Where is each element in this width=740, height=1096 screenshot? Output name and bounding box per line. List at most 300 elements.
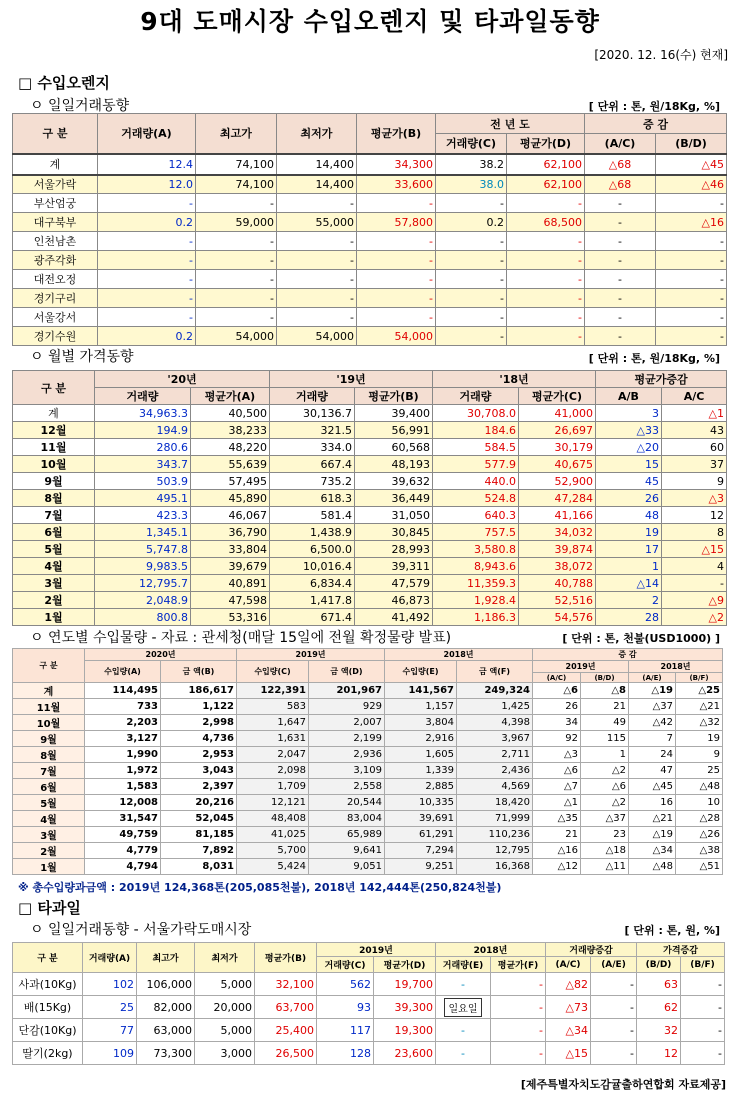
month-label: 11월 bbox=[13, 439, 95, 456]
avg-2020: 40,500 bbox=[191, 405, 270, 422]
col-header: 전 년 도 bbox=[436, 114, 585, 134]
import-vol-2020: 733 bbox=[85, 699, 161, 715]
market-name: 대전오정 bbox=[13, 270, 98, 289]
volume-value: 12.0 bbox=[98, 175, 196, 194]
change-bd: 32 bbox=[637, 1019, 681, 1042]
avg-2018: - bbox=[491, 1042, 546, 1065]
table-row bbox=[13, 996, 725, 1019]
avg-2019: 19,300 bbox=[374, 1019, 436, 1042]
prev-volume: - bbox=[436, 327, 507, 346]
col-header: 거래량(A) bbox=[98, 114, 196, 154]
month-label: 계 bbox=[13, 405, 95, 422]
prev-avg-price: - bbox=[507, 308, 585, 327]
vol-2018: - bbox=[436, 973, 491, 996]
max-price: - bbox=[196, 270, 277, 289]
avg-2019: 47,579 bbox=[355, 575, 433, 592]
change-ac: △82 bbox=[546, 973, 591, 996]
yearly-import-unit: [ 단위 : 톤, 천불(USD1000) ] bbox=[562, 632, 720, 645]
col-header: 거래량(C) bbox=[436, 134, 507, 154]
change-ac: 8 bbox=[662, 524, 727, 541]
change-ab: △33 bbox=[596, 422, 662, 439]
avg-2020: 36,790 bbox=[191, 524, 270, 541]
col-header: 평균가(A) bbox=[191, 388, 270, 405]
col-header: 최고가 bbox=[137, 943, 195, 973]
table-row bbox=[13, 327, 727, 346]
import-vol-2019: 1,631 bbox=[237, 731, 309, 747]
market-name: 인천남촌 bbox=[13, 232, 98, 251]
change-bd: △2 bbox=[581, 763, 629, 779]
change-bd: - bbox=[656, 232, 727, 251]
volume-value: - bbox=[98, 194, 196, 213]
month-label: 4월 bbox=[13, 558, 95, 575]
avg-2020: 46,067 bbox=[191, 507, 270, 524]
change-ac: △3 bbox=[533, 747, 581, 763]
avg-2019: 46,873 bbox=[355, 592, 433, 609]
amount-2020: 52,045 bbox=[161, 811, 237, 827]
change-ab: 17 bbox=[596, 541, 662, 558]
avg-price: - bbox=[357, 289, 436, 308]
avg-2018: 39,874 bbox=[519, 541, 596, 558]
col-header: 금 액(F) bbox=[457, 661, 533, 683]
vol-2019: 117 bbox=[317, 1019, 374, 1042]
avg-2018: - bbox=[491, 973, 546, 996]
vol-2019: 6,500.0 bbox=[270, 541, 355, 558]
import-vol-2019: 1,647 bbox=[237, 715, 309, 731]
change-bf: △48 bbox=[676, 779, 723, 795]
table-row bbox=[13, 289, 727, 308]
col-header: 가격증감 bbox=[637, 943, 725, 957]
avg-2019: 48,193 bbox=[355, 456, 433, 473]
month-label: 9월 bbox=[13, 473, 95, 490]
avg-2019: 31,050 bbox=[355, 507, 433, 524]
min-price: 55,000 bbox=[277, 213, 357, 232]
change-ac: △15 bbox=[662, 541, 727, 558]
vol-2020: 194.9 bbox=[95, 422, 191, 439]
min-price: - bbox=[277, 194, 357, 213]
change-ae: △19 bbox=[629, 827, 676, 843]
amount-2019: 2,007 bbox=[309, 715, 385, 731]
table-row bbox=[13, 699, 723, 715]
vol-2018: - bbox=[436, 1042, 491, 1065]
amount-2019: 201,967 bbox=[309, 683, 385, 699]
amount-2018: 249,324 bbox=[457, 683, 533, 699]
import-vol-2020: 2,203 bbox=[85, 715, 161, 731]
avg-2018: 54,576 bbox=[519, 609, 596, 626]
amount-2018: 4,398 bbox=[457, 715, 533, 731]
monthly-price-table bbox=[12, 370, 727, 626]
avg-2020: 47,598 bbox=[191, 592, 270, 609]
table-row bbox=[13, 592, 727, 609]
change-ac: 60 bbox=[662, 439, 727, 456]
table-row bbox=[13, 811, 723, 827]
min-price: 5,000 bbox=[195, 1019, 255, 1042]
avg-2018: 52,516 bbox=[519, 592, 596, 609]
vol-2019: 93 bbox=[317, 996, 374, 1019]
change-bd: 23 bbox=[581, 827, 629, 843]
change-bf: 19 bbox=[676, 731, 723, 747]
import-vol-2019: 5,700 bbox=[237, 843, 309, 859]
import-vol-2019: 12,121 bbox=[237, 795, 309, 811]
change-ac: - bbox=[585, 308, 656, 327]
table-row bbox=[13, 715, 723, 731]
month-label: 11월 bbox=[13, 699, 85, 715]
col-header: (B/D) bbox=[581, 673, 629, 683]
prev-volume: - bbox=[436, 194, 507, 213]
vol-2019: 1,417.8 bbox=[270, 592, 355, 609]
volume-value: - bbox=[98, 232, 196, 251]
prev-avg-price: - bbox=[507, 327, 585, 346]
vol-2020: 2,048.9 bbox=[95, 592, 191, 609]
avg-price: - bbox=[357, 232, 436, 251]
volume-value: 12.4 bbox=[98, 154, 196, 175]
vol-2018: 3,580.8 bbox=[433, 541, 519, 558]
import-vol-2019: 5,424 bbox=[237, 859, 309, 875]
change-bd: 1 bbox=[581, 747, 629, 763]
min-price: - bbox=[277, 308, 357, 327]
change-bd: 63 bbox=[637, 973, 681, 996]
volume-value: 109 bbox=[83, 1042, 137, 1065]
amount-2020: 20,216 bbox=[161, 795, 237, 811]
amount-2018: 4,569 bbox=[457, 779, 533, 795]
volume-value: 102 bbox=[83, 973, 137, 996]
max-price: 59,000 bbox=[196, 213, 277, 232]
table-row bbox=[13, 507, 727, 524]
table-row bbox=[13, 439, 727, 456]
amount-2018: 16,368 bbox=[457, 859, 533, 875]
change-bf: - bbox=[681, 1019, 725, 1042]
avg-2019: 30,845 bbox=[355, 524, 433, 541]
change-ae: △48 bbox=[629, 859, 676, 875]
change-bd: △8 bbox=[581, 683, 629, 699]
import-vol-2018: 1,157 bbox=[385, 699, 457, 715]
min-price: - bbox=[277, 289, 357, 308]
col-header: (B/D) bbox=[637, 957, 681, 973]
volume-value: - bbox=[98, 308, 196, 327]
col-header: 2020년 bbox=[85, 649, 237, 661]
volume-value: 0.2 bbox=[98, 327, 196, 346]
vol-2018: 11,359.3 bbox=[433, 575, 519, 592]
amount-2019: 9,051 bbox=[309, 859, 385, 875]
import-vol-2019: 1,709 bbox=[237, 779, 309, 795]
vol-2019: 321.5 bbox=[270, 422, 355, 439]
amount-2020: 1,122 bbox=[161, 699, 237, 715]
avg-2019: 60,568 bbox=[355, 439, 433, 456]
volume-value: - bbox=[98, 270, 196, 289]
change-ac: △6 bbox=[533, 683, 581, 699]
col-header: 구 분 bbox=[13, 649, 85, 683]
col-header: '18년 bbox=[433, 371, 596, 388]
col-header: 평균가(D) bbox=[374, 957, 436, 973]
avg-2018: - bbox=[491, 1019, 546, 1042]
change-ac: - bbox=[585, 213, 656, 232]
avg-2019: 19,700 bbox=[374, 973, 436, 996]
col-header: 평균가(B) bbox=[357, 114, 436, 154]
month-label: 4월 bbox=[13, 811, 85, 827]
vol-2019: 581.4 bbox=[270, 507, 355, 524]
month-label: 계 bbox=[13, 683, 85, 699]
col-header: 2018년 bbox=[436, 943, 546, 957]
table-row bbox=[13, 308, 727, 327]
vol-2019: 6,834.4 bbox=[270, 575, 355, 592]
min-price: 5,000 bbox=[195, 973, 255, 996]
volume-value: - bbox=[98, 251, 196, 270]
col-header: 금 액(B) bbox=[161, 661, 237, 683]
month-label: 5월 bbox=[13, 541, 95, 558]
col-header: 수입량(A) bbox=[85, 661, 161, 683]
change-ae: △37 bbox=[629, 699, 676, 715]
table-row bbox=[13, 859, 723, 875]
change-ac: 37 bbox=[662, 456, 727, 473]
avg-price: 63,700 bbox=[255, 996, 317, 1019]
change-bd: - bbox=[656, 308, 727, 327]
col-header: 거래량 bbox=[270, 388, 355, 405]
amount-2018: 3,967 bbox=[457, 731, 533, 747]
avg-2020: 38,233 bbox=[191, 422, 270, 439]
change-ac: △2 bbox=[662, 609, 727, 626]
change-bd: △18 bbox=[581, 843, 629, 859]
min-price: 14,400 bbox=[277, 175, 357, 194]
yearly-import-table bbox=[12, 648, 723, 875]
max-price: - bbox=[196, 251, 277, 270]
col-header: 평균가(D) bbox=[507, 134, 585, 154]
prev-avg-price: - bbox=[507, 251, 585, 270]
col-header: 평균가(F) bbox=[491, 957, 546, 973]
fruit-name: 딸기(2kg) bbox=[13, 1042, 83, 1065]
max-price: 74,100 bbox=[196, 175, 277, 194]
amount-2020: 2,397 bbox=[161, 779, 237, 795]
amount-2020: 7,892 bbox=[161, 843, 237, 859]
vol-2019: 618.3 bbox=[270, 490, 355, 507]
monthly-price-subtitle: ㅇ 월별 가격동향 bbox=[30, 349, 134, 365]
prev-volume: - bbox=[436, 289, 507, 308]
prev-avg-price: - bbox=[507, 270, 585, 289]
table-row bbox=[13, 827, 723, 843]
avg-2020: 53,316 bbox=[191, 609, 270, 626]
col-header: 2018년 bbox=[629, 661, 723, 673]
table-row bbox=[13, 524, 727, 541]
min-price: 3,000 bbox=[195, 1042, 255, 1065]
avg-2018: 26,697 bbox=[519, 422, 596, 439]
prev-avg-price: - bbox=[507, 232, 585, 251]
table-row bbox=[13, 779, 723, 795]
table-row bbox=[13, 175, 727, 194]
max-price: 82,000 bbox=[137, 996, 195, 1019]
import-vol-2019: 122,391 bbox=[237, 683, 309, 699]
import-vol-2020: 12,008 bbox=[85, 795, 161, 811]
vol-2018: 1,186.3 bbox=[433, 609, 519, 626]
col-header: 수입량(E) bbox=[385, 661, 457, 683]
vol-2018: 584.5 bbox=[433, 439, 519, 456]
month-label: 3월 bbox=[13, 575, 95, 592]
avg-2019: 39,632 bbox=[355, 473, 433, 490]
change-bd: △46 bbox=[656, 175, 727, 194]
import-vol-2019: 41,025 bbox=[237, 827, 309, 843]
amount-2019: 929 bbox=[309, 699, 385, 715]
col-header: 최고가 bbox=[196, 114, 277, 154]
avg-2020: 39,679 bbox=[191, 558, 270, 575]
col-header: (A/E) bbox=[629, 673, 676, 683]
market-name: 대구북부 bbox=[13, 213, 98, 232]
avg-price: 32,100 bbox=[255, 973, 317, 996]
min-price: - bbox=[277, 251, 357, 270]
vol-2018: 30,708.0 bbox=[433, 405, 519, 422]
col-header: 구 분 bbox=[13, 114, 98, 154]
col-header: (B/D) bbox=[656, 134, 727, 154]
min-price: 54,000 bbox=[277, 327, 357, 346]
avg-2019: 36,449 bbox=[355, 490, 433, 507]
avg-2019: 39,311 bbox=[355, 558, 433, 575]
yearly-import-subtitle: ㅇ 연도별 수입물량 - 자료 : 관세청(매달 15일에 전월 확정물량 발표) bbox=[30, 630, 452, 646]
change-ac: △3 bbox=[662, 490, 727, 507]
col-header: 거래량(E) bbox=[436, 957, 491, 973]
col-header: (B/F) bbox=[676, 673, 723, 683]
import-vol-2018: 2,885 bbox=[385, 779, 457, 795]
holiday-cell bbox=[436, 996, 491, 1019]
table-row bbox=[13, 973, 725, 996]
amount-2018: 2,711 bbox=[457, 747, 533, 763]
import-vol-2020: 3,127 bbox=[85, 731, 161, 747]
change-ac: △1 bbox=[533, 795, 581, 811]
change-ac: △1 bbox=[662, 405, 727, 422]
import-vol-2019: 583 bbox=[237, 699, 309, 715]
fruit-name: 사과(10Kg) bbox=[13, 973, 83, 996]
vol-2019: 10,016.4 bbox=[270, 558, 355, 575]
vol-2018: 757.5 bbox=[433, 524, 519, 541]
change-ac: - bbox=[585, 270, 656, 289]
amount-2019: 2,558 bbox=[309, 779, 385, 795]
month-label: 9월 bbox=[13, 731, 85, 747]
prev-volume: 0.2 bbox=[436, 213, 507, 232]
market-name: 광주각화 bbox=[13, 251, 98, 270]
change-bd: 21 bbox=[581, 699, 629, 715]
change-bd: - bbox=[656, 270, 727, 289]
table-row bbox=[13, 1019, 725, 1042]
table-row bbox=[13, 747, 723, 763]
change-bd: △37 bbox=[581, 811, 629, 827]
vol-2018: 640.3 bbox=[433, 507, 519, 524]
vol-2018: 8,943.6 bbox=[433, 558, 519, 575]
amount-2018: 110,236 bbox=[457, 827, 533, 843]
change-bf: 10 bbox=[676, 795, 723, 811]
change-ab: 15 bbox=[596, 456, 662, 473]
change-ac: - bbox=[585, 327, 656, 346]
prev-avg-price: - bbox=[507, 194, 585, 213]
amount-2020: 2,953 bbox=[161, 747, 237, 763]
table-row bbox=[13, 1042, 725, 1065]
month-label: 10월 bbox=[13, 715, 85, 731]
avg-2019: 41,492 bbox=[355, 609, 433, 626]
vol-2020: 800.8 bbox=[95, 609, 191, 626]
table-row bbox=[13, 731, 723, 747]
amount-2019: 83,004 bbox=[309, 811, 385, 827]
change-ac: 21 bbox=[533, 827, 581, 843]
table-row bbox=[13, 270, 727, 289]
change-ac: △9 bbox=[662, 592, 727, 609]
volume-value: 25 bbox=[83, 996, 137, 1019]
col-header: 구 분 bbox=[13, 943, 83, 973]
import-vol-2020: 31,547 bbox=[85, 811, 161, 827]
vol-2018: - bbox=[436, 1019, 491, 1042]
vol-2020: 1,345.1 bbox=[95, 524, 191, 541]
import-vol-2018: 61,291 bbox=[385, 827, 457, 843]
col-header: 구 분 bbox=[13, 371, 95, 405]
change-ac: 9 bbox=[662, 473, 727, 490]
avg-price: - bbox=[357, 270, 436, 289]
change-bf: △21 bbox=[676, 699, 723, 715]
change-ac: △6 bbox=[533, 763, 581, 779]
vol-2020: 12,795.7 bbox=[95, 575, 191, 592]
change-ac: 43 bbox=[662, 422, 727, 439]
change-bf: △28 bbox=[676, 811, 723, 827]
change-bd: - bbox=[656, 251, 727, 270]
change-ab: △20 bbox=[596, 439, 662, 456]
table-row bbox=[13, 575, 727, 592]
import-vol-2019: 48,408 bbox=[237, 811, 309, 827]
import-vol-2020: 1,990 bbox=[85, 747, 161, 763]
change-ae: - bbox=[591, 973, 637, 996]
change-bf: △26 bbox=[676, 827, 723, 843]
max-price: 54,000 bbox=[196, 327, 277, 346]
market-name: 계 bbox=[13, 154, 98, 175]
vol-2019: 30,136.7 bbox=[270, 405, 355, 422]
prev-volume: 38.2 bbox=[436, 154, 507, 175]
month-label: 2월 bbox=[13, 592, 95, 609]
import-vol-2019: 2,047 bbox=[237, 747, 309, 763]
max-price: - bbox=[196, 232, 277, 251]
change-ae: 16 bbox=[629, 795, 676, 811]
max-price: - bbox=[196, 308, 277, 327]
change-ac: - bbox=[585, 232, 656, 251]
month-label: 7월 bbox=[13, 763, 85, 779]
other-fruit-subtitle: ㅇ 일일거래동향 - 서울가락도매시장 bbox=[30, 922, 252, 938]
change-ab: 2 bbox=[596, 592, 662, 609]
prev-volume: - bbox=[436, 308, 507, 327]
change-ac: - bbox=[585, 251, 656, 270]
vol-2019: 671.4 bbox=[270, 609, 355, 626]
amount-2018: 12,795 bbox=[457, 843, 533, 859]
change-ac: - bbox=[585, 289, 656, 308]
avg-2018: 34,032 bbox=[519, 524, 596, 541]
change-bf: 9 bbox=[676, 747, 723, 763]
vol-2020: 280.6 bbox=[95, 439, 191, 456]
amount-2020: 8,031 bbox=[161, 859, 237, 875]
max-price: 73,300 bbox=[137, 1042, 195, 1065]
avg-2020: 40,891 bbox=[191, 575, 270, 592]
vol-2018: 440.0 bbox=[433, 473, 519, 490]
change-ac: △35 bbox=[533, 811, 581, 827]
amount-2020: 81,185 bbox=[161, 827, 237, 843]
change-ac: △12 bbox=[533, 859, 581, 875]
change-ab: 48 bbox=[596, 507, 662, 524]
vol-2018: 524.8 bbox=[433, 490, 519, 507]
table-row bbox=[13, 763, 723, 779]
avg-2020: 48,220 bbox=[191, 439, 270, 456]
month-label: 6월 bbox=[13, 524, 95, 541]
market-name: 부산엄궁 bbox=[13, 194, 98, 213]
vol-2020: 5,747.8 bbox=[95, 541, 191, 558]
prev-volume: - bbox=[436, 232, 507, 251]
avg-2018: 52,900 bbox=[519, 473, 596, 490]
change-ac: 34 bbox=[533, 715, 581, 731]
col-header: (B/F) bbox=[681, 957, 725, 973]
market-name: 경기구리 bbox=[13, 289, 98, 308]
max-price: 106,000 bbox=[137, 973, 195, 996]
prev-avg-price: - bbox=[507, 289, 585, 308]
import-vol-2020: 1,583 bbox=[85, 779, 161, 795]
avg-price: 25,400 bbox=[255, 1019, 317, 1042]
col-header: 증 감 bbox=[585, 114, 727, 134]
table-row bbox=[13, 154, 727, 175]
